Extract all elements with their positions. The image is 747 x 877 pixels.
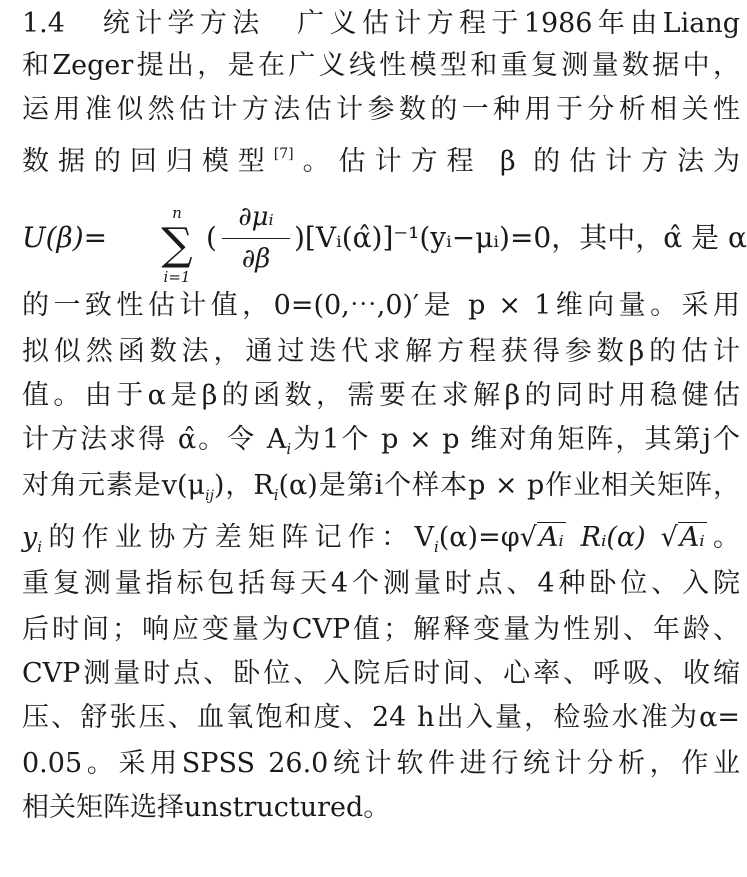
sum-symbol: ∑ [161, 219, 193, 270]
text-line-8: 值。由于α是β的函数，需要在求解β的同时用稳健估 [22, 380, 740, 411]
text-line-12: 重复测量指标包括每天4个测量时点、4种卧位、入院 [22, 568, 740, 599]
citation-ref: [7] [273, 146, 294, 162]
equation-lhs: U(β)= [22, 221, 108, 254]
fraction-denominator: ∂β [241, 244, 271, 274]
summation [152, 204, 202, 286]
sum-lower-limit: i=1 [163, 268, 191, 286]
text-line-1: 1.4 统计学方法 广义估计方程于1986年由Liang [22, 8, 740, 39]
text-line-9: 计方法求得 α̂。令 $A_i$为1个 p × p 维对角矩阵，其第j个 [22, 424, 740, 458]
text-line-10: 对角元素是$v(\mu_{ij})$，$R_i(\alpha)$是第i个样本p × p作业相关矩阵， [22, 470, 740, 504]
text-line-3: 运用准似然估计方法估计参数的一种用于分析相关性 [22, 94, 740, 125]
text-line-16: 0.05。采用SPSS 26.0统计软件进行统计分析，作业 [22, 748, 740, 779]
text-line-14: CVP测量时点、卧位、入院后时间、心率、呼吸、收缩 [22, 658, 740, 689]
equation-rest: )[Vᵢ(α̂)]⁻¹(yᵢ−μᵢ)=0，其中，α̂ 是 α [294, 221, 747, 254]
open-paren: ( [206, 221, 217, 254]
text-line-6: 的一致性估计值，0=(0,⋯,0)′是 p × 1维向量。采用 [22, 290, 740, 321]
fraction-numerator: ∂μᵢ [222, 198, 290, 239]
text-line-17: 相关矩阵选择unstructured。 [22, 792, 391, 823]
gee-equation [22, 190, 747, 300]
text-line-11: $y_i$的作业协方差矩阵记作：$V_i(\alpha)=\varphi√Aᵢ$ Rᵢ(α) √Aᵢ。 [22, 522, 740, 556]
sqrt-term-1: Aᵢ [538, 522, 564, 553]
text-line-13: 后时间；响应变量为CVP值；解释变量为性别、年龄、 [22, 614, 740, 645]
partial-fraction [222, 198, 290, 279]
text-line-4: 数据的回归模型[7]。估计方程 β 的估计方法为 [22, 146, 740, 177]
sum-upper-limit: n [172, 204, 182, 222]
sqrt-term-2: Aᵢ [679, 522, 705, 553]
text-line-15: 压、舒张压、血氧饱和度、24 h出入量，检验水准为α= [22, 702, 740, 733]
text-line-2: 和Zeger提出，是在广义线性模型和重复测量数据中， [22, 50, 740, 81]
text-line-7: 拟似然函数法，通过迭代求解方程获得参数β的估计 [22, 336, 740, 367]
